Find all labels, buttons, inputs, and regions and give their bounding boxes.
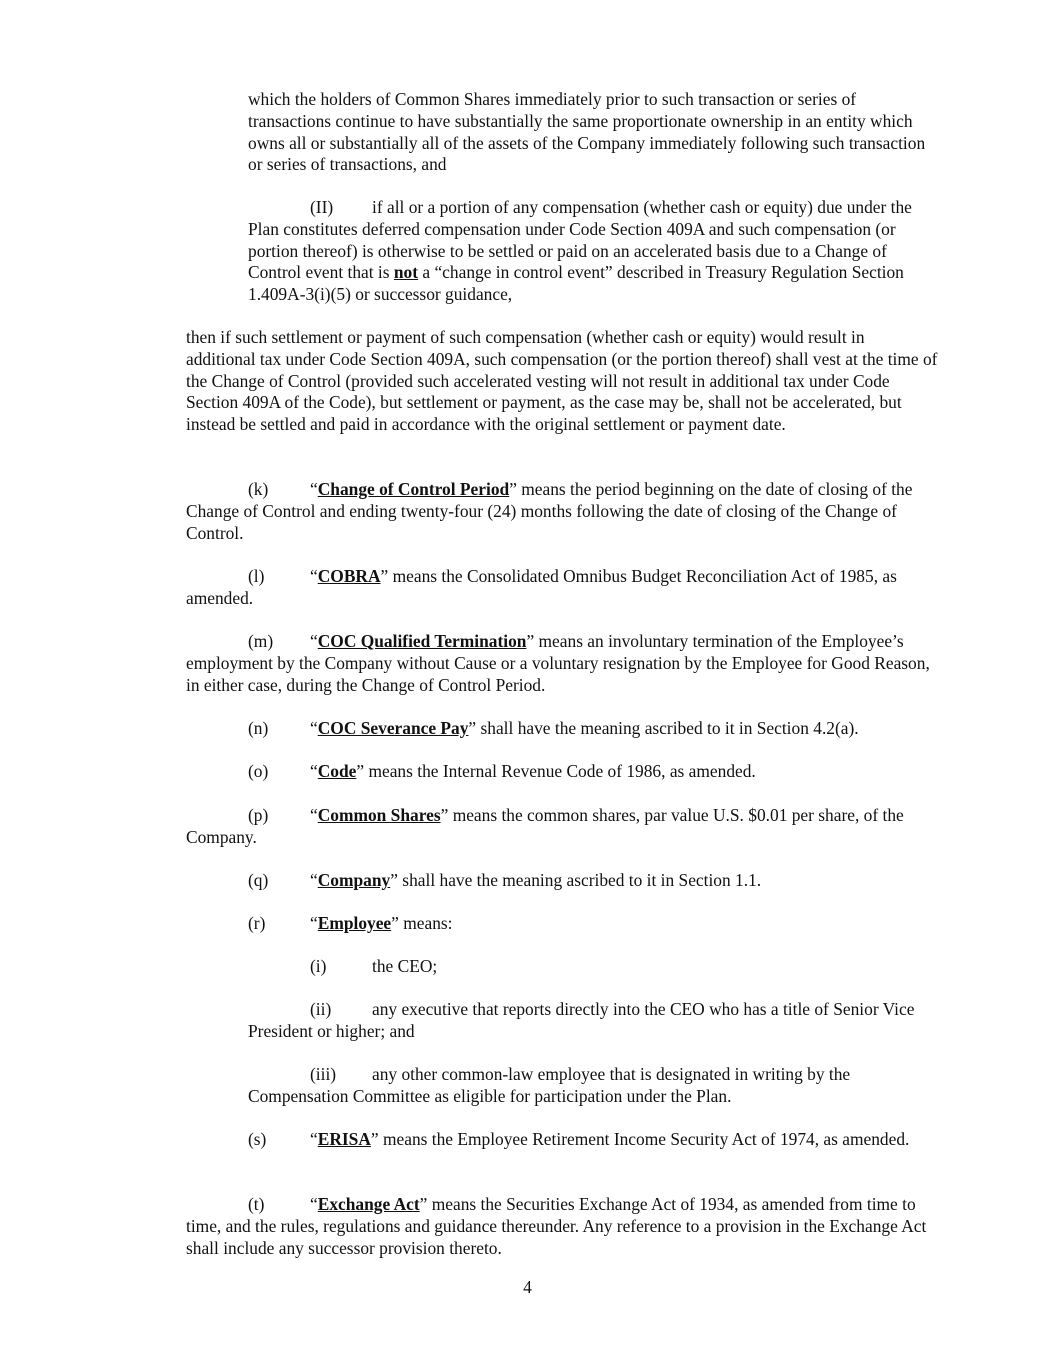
then-paragraph: then if such settlement or payment of such compensation (whether cash or equity) would result in additional tax under Code Section 409A, such compensation (or the portion thereof) shall vest at the time of the Change of Control (provided such accelerated vesting will not result in additional tax under Code Section 409A of the Code), but settlement or payment, as the case may be, shall not be accelerated, but instead be settled and paid in accordance with the original settlement or payment date. [186,327,938,435]
employee-item-i: (i) the CEO; [310,956,438,976]
defined-term: COC Severance Pay [317,718,469,738]
employee-item-iii: (iii) any other common-law employee that is designated in writing by the Compensation Committee as eligible for participation under the Plan. [248,1064,851,1106]
defined-term: ERISA [317,1129,371,1149]
page-number: 4 [523,1277,532,1297]
emphasis-not: not [393,262,419,283]
definition-n: (n) “COC Severance Pay” shall have the meaning ascribed to it in Section 4.2(a). [248,718,859,738]
employee-item-ii: (ii) any executive that reports directly into the CEO who has a title of Senior Vice President or higher; and [248,999,915,1041]
definition-label: (n) [248,718,269,738]
item-label: (iii) [310,1064,337,1084]
defined-term: COC Qualified Termination [317,631,527,651]
defined-term: COBRA [317,566,381,586]
definition-p: (p) “Common Shares” means the common shares, par value U.S. $0.01 per share, of the Company. [186,805,904,847]
definition-label: (q) [248,870,269,890]
item-label: (i) [310,956,327,976]
defined-term: Exchange Act [317,1194,420,1214]
definition-l: (l) “COBRA” means the Consolidated Omnibus Budget Reconciliation Act of 1985, as amended. [186,566,897,608]
definition-label: (k) [248,479,269,499]
definition-label: (m) [248,631,274,651]
definition-label: (s) [248,1129,267,1149]
definition-s: (s) “ERISA” means the Employee Retirement Income Security Act of 1974, as amended. [248,1129,910,1149]
defined-term: Company [317,870,391,890]
clause-II-paragraph: (II) if all or a portion of any compensation (whether cash or equity) due under the Plan constitutes deferred compensation under Code Section 409A and such compensation (or portion thereof) is otherwise to be settled or paid on an accelerated basis due to a Change of Control event that is not a “change in control event” described in Treasury Regulation Section 1.409A-3(i)(5) or successor guidance, [248,197,912,305]
definition-k: (k) “Change of Control Period” means the period beginning on the date of closing of the Change of Control and ending twenty-four (24) months following the date of closing of the Change of Control. [186,479,913,543]
clause-label: (II) [310,197,334,217]
definition-label: (t) [248,1194,265,1214]
definition-label: (r) [248,913,266,933]
definition-m: (m) “COC Qualified Termination” means an involuntary termination of the Employee’s employment by the Company without Cause or a voluntary resignation by the Employee for Good Reason, in either case, during the Change of Control Period. [186,631,930,695]
definition-r: (r) “Employee” means: [248,913,453,933]
item-label: (ii) [310,999,332,1019]
intro-tail-paragraph: which the holders of Common Shares immediately prior to such transaction or series of transactions continue to have substantially the same proportionate ownership in an entity which owns all or substantially all of the assets of the Company immediately following such transaction or series of transactions, and [248,89,926,175]
definition-label: (p) [248,805,269,825]
definition-t: (t) “Exchange Act” means the Securities Exchange Act of 1934, as amended from time to time, and the rules, regulations and guidance thereunder. Any reference to a provision in the Exchange Act shall include any successor provision thereto. [186,1194,927,1258]
definition-o: (o) “Code” means the Internal Revenue Code of 1986, as amended. [248,761,756,781]
definition-label: (l) [248,566,265,586]
defined-term: Employee [317,913,392,933]
defined-term: Code [317,761,357,781]
definition-q: (q) “Company” shall have the meaning ascribed to it in Section 1.1. [248,870,762,890]
definition-label: (o) [248,761,269,781]
defined-term: Change of Control Period [317,479,510,499]
defined-term: Common Shares [317,805,441,825]
